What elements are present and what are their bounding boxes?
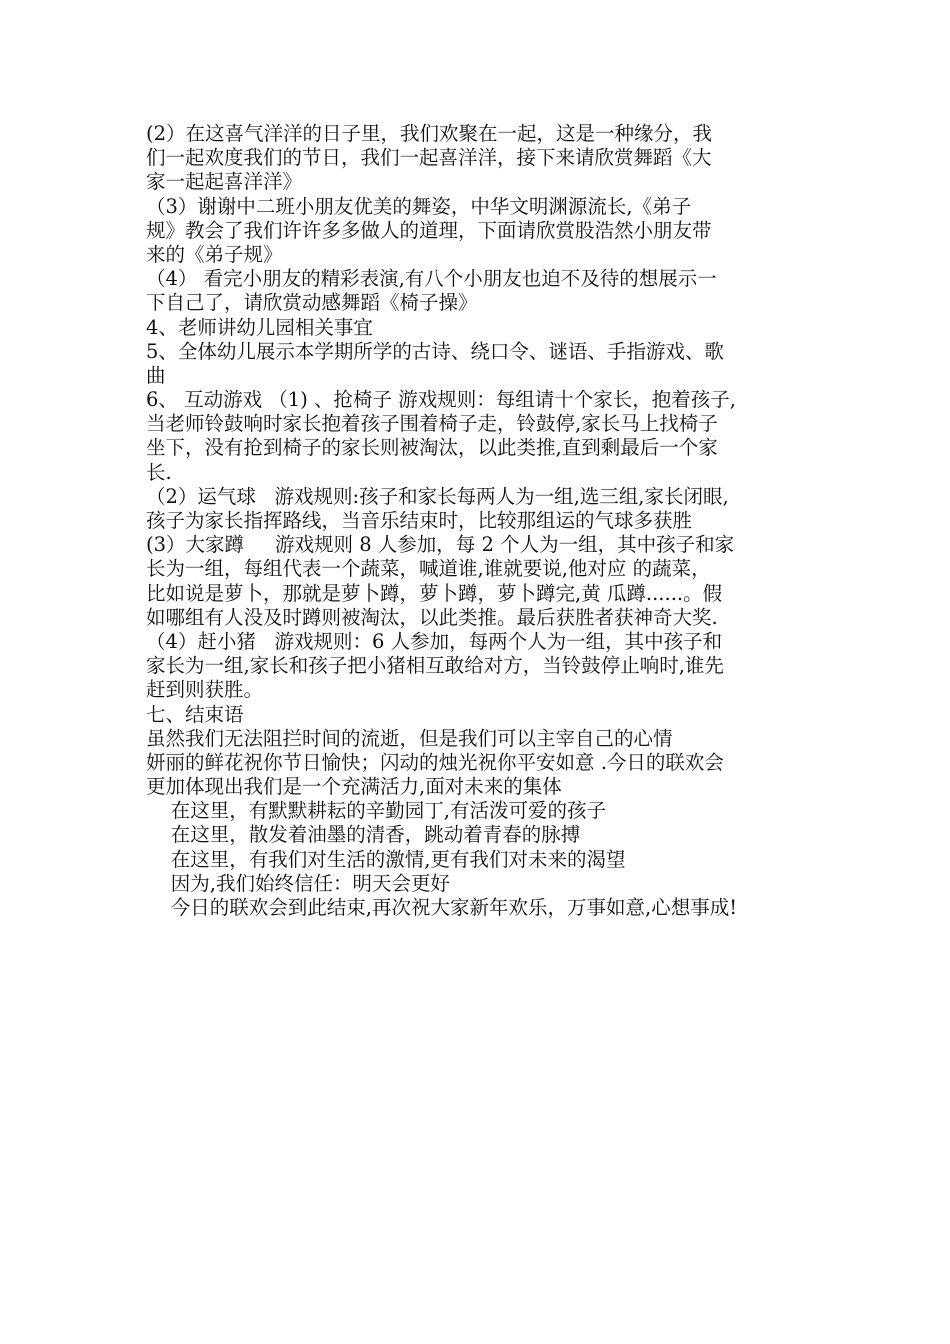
text-line: 6、 互动游戏 （1) 、抢椅子 游戏规则：每组请十个家长，抱着孩子, xyxy=(146,388,736,412)
text-line: (2）在这喜气洋洋的日子里，我们欢聚在一起，这是一种缘分，我 xyxy=(146,122,713,145)
text-line: 比如说是萝卜，那就是萝卜蹲，萝卜蹲，萝卜蹲完,黄 瓜蹲......。假 xyxy=(146,581,723,605)
text-line: 当老师铃鼓响时家长抱着孩子围着椅子走，铃鼓停,家长马上找椅子 xyxy=(146,412,718,436)
document-body xyxy=(146,122,826,920)
text-line: 更加体现出我们是一个充满活力,面对未来的集体 xyxy=(146,775,562,799)
text-line: 今日的联欢会到此结束,再次祝大家新年欢乐，万事如意,心想事成! xyxy=(146,896,738,919)
text-line: （3）谢谢中二班小朋友优美的舞姿，中华文明渊源流长,《弟子 xyxy=(146,194,692,218)
text-line: 在这里，有我们对生活的激情,更有我们对未来的渴望 xyxy=(146,847,626,871)
text-line: 们一起欢度我们的节日，我们一起喜洋洋，接下来请欣赏舞蹈《大 xyxy=(146,146,712,170)
text-line: 长为一组，每组代表一个蔬菜，喊道谁,谁就要说,他对应 的蔬菜， xyxy=(146,557,711,581)
text-line: 在这里，散发着油墨的清香，跳动着青春的脉搏 xyxy=(146,823,581,847)
text-line: 家一起起喜洋洋》 xyxy=(146,170,303,194)
text-line: 坐下，没有抢到椅子的家长则被淘汰，以此类推,直到剩最后一个家 xyxy=(146,436,718,460)
text-line: （2）运气球 游戏规则:孩子和家长每两人为一组,选三组,家长闭眼, xyxy=(146,484,729,508)
text-line: 5、全体幼儿展示本学期所学的古诗、绕口令、谜语、手指游戏、歌 xyxy=(146,339,724,363)
text-line: 下自己了，请欣赏动感舞蹈《椅子操》 xyxy=(146,291,478,315)
text-line: 在这里，有默默耕耘的辛勤园丁,有活泼可爱的孩子 xyxy=(146,799,606,823)
text-line: （4） 看完小朋友的精彩表演,有八个小朋友也迫不及待的想展示一 xyxy=(146,267,717,291)
text-line: 如哪组有人没及时蹲则被淘汰，以此类推。最后获胜者获神奇大奖. xyxy=(146,605,718,629)
text-line: 因为,我们始终信任：明天会更好 xyxy=(146,871,450,895)
text-line: 妍丽的鲜花祝你节日愉快；闪动的烛光祝你平安如意 .今日的联欢会 xyxy=(146,750,724,774)
text-line: 来的《弟子规》 xyxy=(146,242,283,266)
text-line: 曲 xyxy=(146,363,166,387)
text-line: 虽然我们无法阻拦时间的流逝，但是我们可以主宰自己的心情 xyxy=(146,726,673,750)
text-line: 赶到则获胜。 xyxy=(146,678,264,702)
text-line: （4）赶小猪 游戏规则：6 人参加，每两个人为一组，其中孩子和 xyxy=(146,629,723,653)
text-line: 家长为一组,家长和孩子把小猪相互敢给对方，当铃鼓停止响时,谁先 xyxy=(146,654,724,678)
text-line: 规》教会了我们许许多多做人的道理，下面请欣赏股浩然小朋友带 xyxy=(146,218,712,242)
text-line: 孩子为家长指挥路线，当音乐结束时，比较那组运的气球多获胜 xyxy=(146,509,693,532)
text-line: (3）大家蹲 游戏规则 8 人参加，每 2 个人为一组，其中孩子和家 xyxy=(146,533,735,557)
text-line: 4、老师讲幼儿园相关事宜 xyxy=(146,315,373,339)
section-heading: 七、结束语 xyxy=(146,702,244,726)
text-line: 长. xyxy=(146,460,172,484)
